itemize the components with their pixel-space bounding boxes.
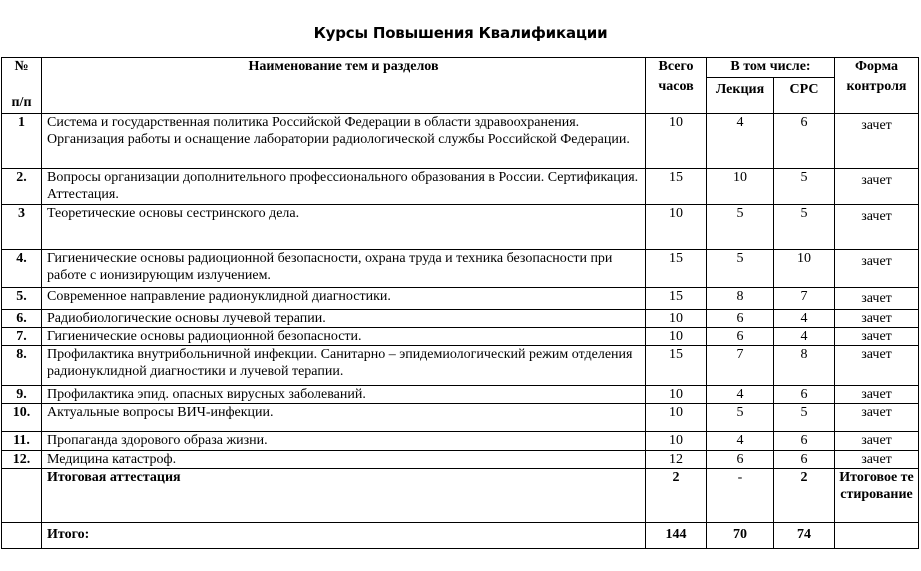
summary-srs: 74 [774,523,835,549]
table-row [2,432,919,451]
row-name: Пропаганда здорового образа жизни. [42,432,646,451]
row-form: зачет [835,328,919,346]
row-total: 10 [646,114,707,169]
row-lecture: 4 [707,386,774,404]
row-total: 15 [646,288,707,310]
row-form: зачет [835,404,919,432]
row-num: 12. [2,451,42,469]
header-row [2,58,919,78]
row-srs: 5 [774,404,835,432]
row-form: зачет [835,432,919,451]
row-name: Гигиенические основы радиоционной безопасности, охрана труда и техника безопасности при работе с ионизирующим излучением. [42,250,646,288]
final-lecture: - [707,469,774,523]
row-total: 10 [646,386,707,404]
row-lecture: 7 [707,346,774,386]
row-total: 12 [646,451,707,469]
summary-total: 144 [646,523,707,549]
row-form: зачет [835,346,919,386]
header-total [646,58,707,114]
header-num-bottom: п/п [11,95,32,110]
summary-name: Итого: [42,523,646,549]
row-srs: 8 [774,346,835,386]
row-srs: 6 [774,386,835,404]
row-name: Система и государственная политика Российской Федерации в области здравоохранения. Организация работы и оснащение лаборатории радиологической службы Российской Федерации. [42,114,646,169]
row-lecture: 8 [707,288,774,310]
row-form: зачет [835,386,919,404]
table-row [2,250,919,288]
row-lecture: 4 [707,432,774,451]
row-lecture: 10 [707,169,774,205]
row-total: 15 [646,346,707,386]
header-lecture: Лекция [707,78,774,114]
row-lecture: 5 [707,205,774,250]
row-name: Профилактика эпид. опасных вирусных заболеваний. [42,386,646,404]
final-row [2,469,919,523]
final-num [2,469,42,523]
row-total: 15 [646,169,707,205]
header-total-line1: Всего [658,59,694,74]
row-name: Медицина катастроф. [42,451,646,469]
table-row [2,346,919,386]
row-name: Теоретические основы сестринского дела. [42,205,646,250]
row-name: Вопросы организации дополнительного профессионального образования в России. Сертификация. Аттестация. [42,169,646,205]
row-lecture: 6 [707,310,774,328]
final-srs: 2 [774,469,835,523]
row-name: Профилактика внутрибольничной инфекции. Санитарно – эпидемиологический режим отделения радионуклидной диагностики и лучевой терапии. [42,346,646,386]
row-srs: 7 [774,288,835,310]
page-title: Курсы Повышения Квалификации [313,24,608,42]
row-num: 6. [2,310,42,328]
row-num: 11. [2,432,42,451]
table-row [2,328,919,346]
row-form: зачет [835,310,919,328]
row-srs: 10 [774,250,835,288]
header-num [2,58,42,114]
final-total: 2 [646,469,707,523]
row-srs: 6 [774,432,835,451]
table-row [2,386,919,404]
table-row [2,404,919,432]
summary-row [2,523,919,549]
row-total: 10 [646,404,707,432]
row-lecture: 6 [707,451,774,469]
row-name: Радиобиологические основы лучевой терапии. [42,310,646,328]
table-row [2,169,919,205]
header-form [835,58,919,114]
table-row [2,288,919,310]
summary-form [835,523,919,549]
curriculum-table [1,57,919,549]
row-total: 10 [646,432,707,451]
final-name: Итоговая аттестация [42,469,646,523]
row-srs: 6 [774,451,835,469]
summary-lecture: 70 [707,523,774,549]
header-name: Наименование тем и разделов [42,58,646,114]
row-srs: 5 [774,169,835,205]
header-incl: В том числе: [707,58,835,78]
table-row [2,205,919,250]
row-lecture: 5 [707,250,774,288]
row-lecture: 5 [707,404,774,432]
row-total: 15 [646,250,707,288]
row-num: 1 [2,114,42,169]
row-form: зачет [835,114,919,169]
row-num: 9. [2,386,42,404]
row-form: зачет [835,205,919,250]
row-total: 10 [646,205,707,250]
row-num: 10. [2,404,42,432]
row-form: зачет [835,250,919,288]
row-lecture: 6 [707,328,774,346]
row-srs: 4 [774,310,835,328]
row-form: зачет [835,169,919,205]
row-name: Гигиенические основы радиоционной безопасности. [42,328,646,346]
row-name: Актуальные вопросы ВИЧ-инфекции. [42,404,646,432]
row-srs: 6 [774,114,835,169]
header-form-line1: Форма [854,59,899,74]
header-num-top: № [14,59,29,74]
row-num: 7. [2,328,42,346]
row-srs: 4 [774,328,835,346]
table-row [2,114,919,169]
header-total-line2: часов [658,79,694,94]
row-form: зачет [835,451,919,469]
row-name: Современное направление радионуклидной диагностики. [42,288,646,310]
summary-num [2,523,42,549]
row-form: зачет [835,288,919,310]
header-form-line2: контроля [846,79,907,94]
row-num: 8. [2,346,42,386]
row-srs: 5 [774,205,835,250]
row-total: 10 [646,310,707,328]
row-num: 2. [2,169,42,205]
row-num: 4. [2,250,42,288]
row-total: 10 [646,328,707,346]
row-lecture: 4 [707,114,774,169]
table-row [2,451,919,469]
header-srs: СРС [774,78,835,114]
row-num: 5. [2,288,42,310]
table-row [2,310,919,328]
row-num: 3 [2,205,42,250]
final-form: Итоговое тестирование [835,469,919,523]
